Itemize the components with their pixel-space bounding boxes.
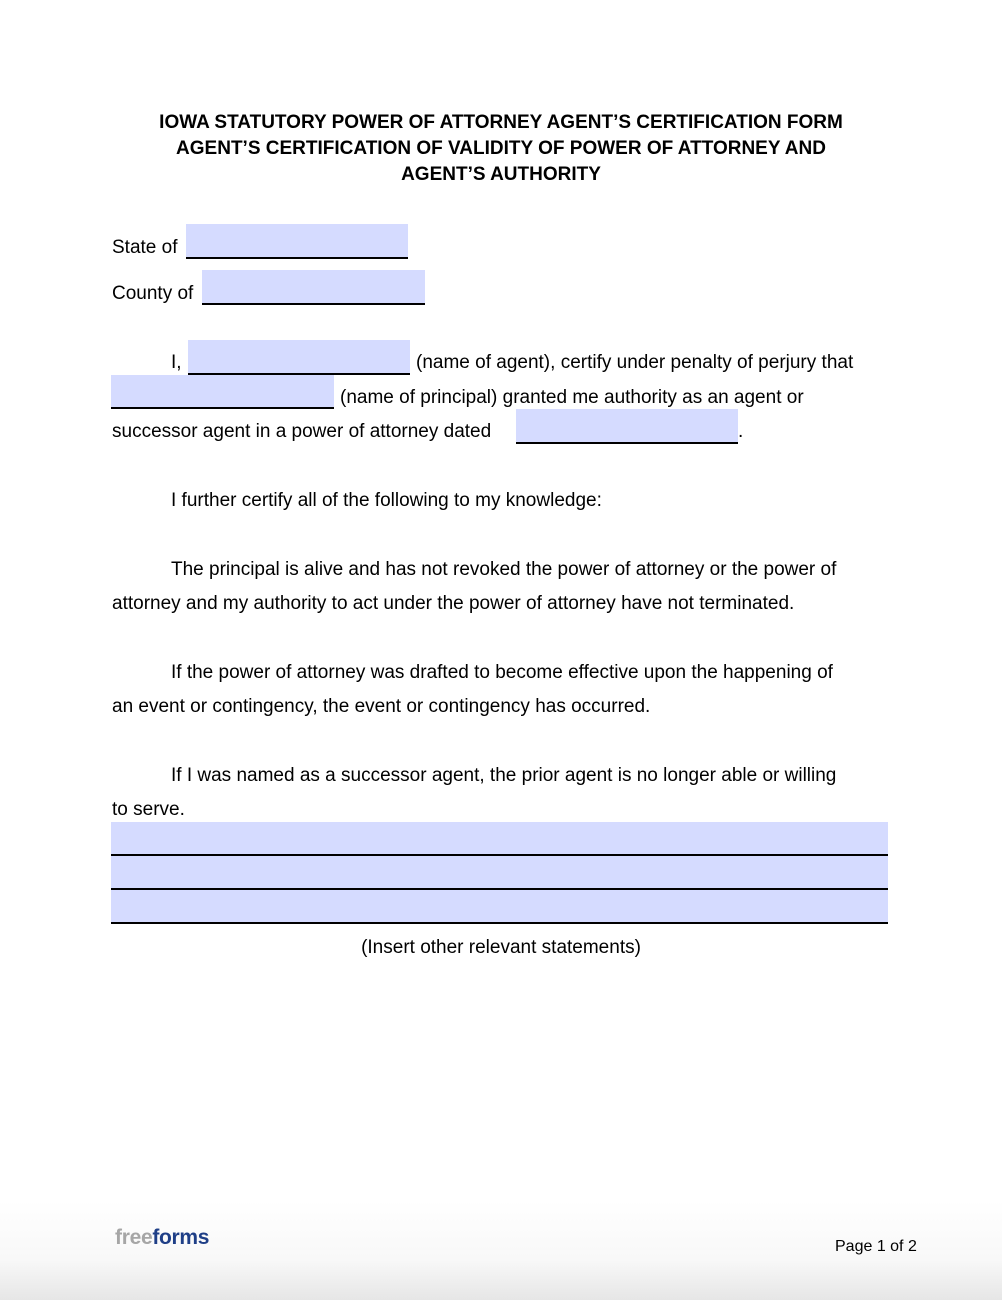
title-line-3: AGENT’S AUTHORITY [401, 164, 601, 185]
logo-free: free [115, 1226, 153, 1249]
other-statement-field-3[interactable] [111, 890, 888, 924]
statement-line: attorney and my authority to act under the power of attorney have not terminated. [112, 593, 795, 614]
i-prefix: I, [171, 352, 182, 373]
after-principal-text: (name of principal) granted me authority as an agent or [340, 387, 804, 408]
further-certify-text: I further certify all of the following to my knowledge: [171, 490, 602, 511]
statement-line: If I was named as a successor agent, the prior agent is no longer able or willing [171, 765, 837, 786]
poa-date-field[interactable] [516, 409, 738, 444]
page-number: Page 1 of 2 [835, 1238, 917, 1255]
principal-name-field[interactable] [111, 375, 334, 409]
logo-forms: forms [152, 1226, 210, 1249]
statement-line: If the power of attorney was drafted to become effective upon the happening of [171, 662, 833, 683]
statement-line: an event or contingency, the event or contingency has occurred. [112, 696, 651, 717]
after-agent-text: (name of agent), certify under penalty of perjury that [416, 352, 854, 373]
county-field[interactable] [202, 270, 425, 305]
other-statement-field-2[interactable] [111, 856, 888, 890]
agent-name-field[interactable] [188, 340, 410, 375]
statement-line: The principal is alive and has not revoked the power of attorney or the power of [171, 559, 837, 580]
title-line-2: AGENT’S CERTIFICATION OF VALIDITY OF POWER OF ATTORNEY AND [176, 138, 826, 159]
line3-prefix-text: successor agent in a power of attorney dated [112, 421, 492, 442]
title-line-1: IOWA STATUTORY POWER OF ATTORNEY AGENT’S CERTIFICATION FORM [159, 112, 843, 133]
state-field[interactable] [186, 224, 408, 259]
other-statement-field-1[interactable] [111, 822, 888, 856]
insert-caption: (Insert other relevant statements) [361, 937, 641, 958]
line3-suffix: . [738, 421, 744, 442]
freeforms-logo [115, 1226, 209, 1250]
county-label: County of [112, 283, 194, 304]
state-label: State of [112, 237, 178, 258]
statement-line: to serve. [112, 799, 185, 820]
